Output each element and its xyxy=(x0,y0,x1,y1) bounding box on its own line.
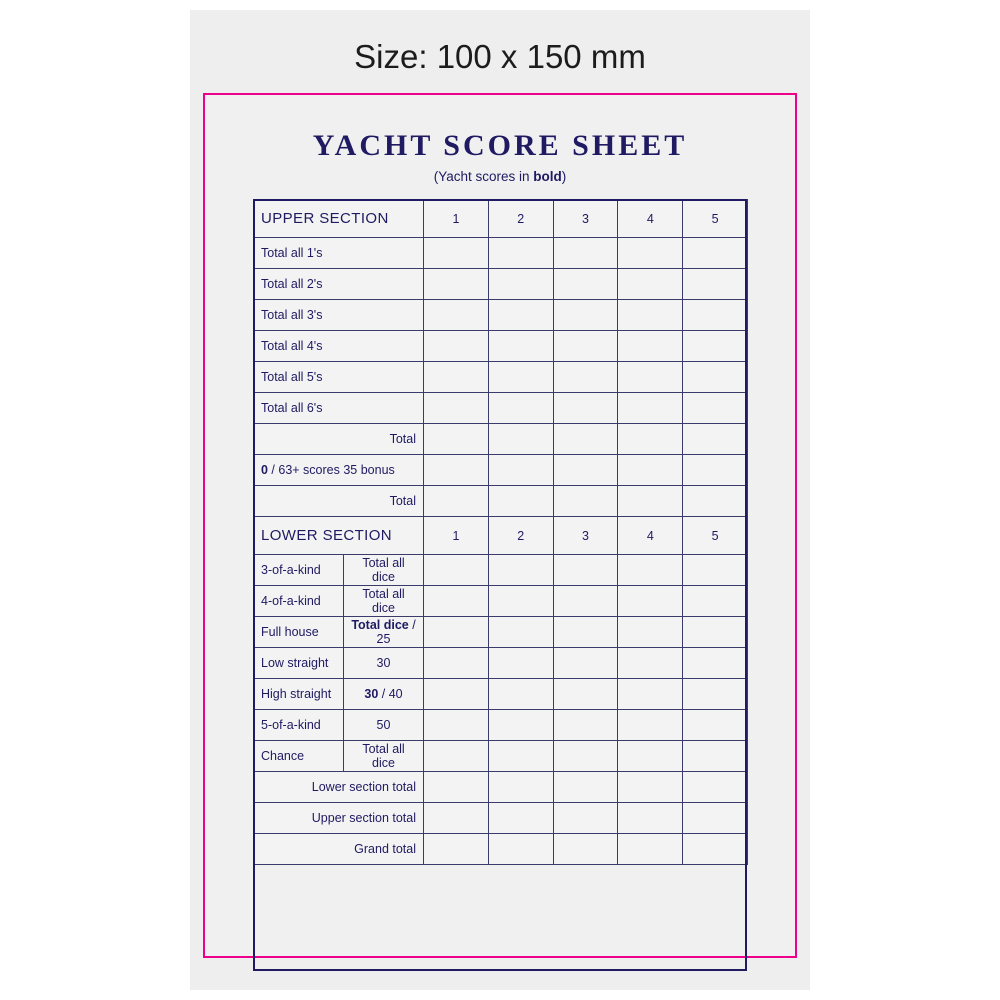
bonus-cell[interactable] xyxy=(424,455,489,486)
total-cell[interactable] xyxy=(618,772,683,803)
bonus-cell[interactable] xyxy=(553,455,618,486)
upper-total-2-row xyxy=(254,486,748,517)
row-label-three-of-a-kind: 3-of-a-kind xyxy=(254,555,344,586)
row-label-twos: Total all 2's xyxy=(254,269,424,300)
row-value-five-of-a-kind: 50 xyxy=(344,710,424,741)
row-value-full-house-rest: / 25 xyxy=(376,618,416,646)
upper-col-4: 4 xyxy=(618,200,683,238)
row-label-five-of-a-kind: 5-of-a-kind xyxy=(254,710,344,741)
table-row xyxy=(254,617,748,648)
score-cell[interactable] xyxy=(618,393,683,424)
lower-section-heading: LOWER SECTION xyxy=(254,517,424,555)
score-cell[interactable] xyxy=(553,741,618,772)
score-cell[interactable] xyxy=(424,269,489,300)
row-label-threes: Total all 3's xyxy=(254,300,424,331)
score-cell[interactable] xyxy=(488,362,553,393)
page-canvas xyxy=(190,10,810,990)
score-cell[interactable] xyxy=(553,679,618,710)
score-cell[interactable] xyxy=(618,555,683,586)
subtitle-pre: (Yacht scores in xyxy=(433,169,534,184)
row-value-full-house-bold: Total dice xyxy=(351,618,409,632)
row-value-high-straight-rest: / 40 xyxy=(378,687,403,701)
bonus-row xyxy=(254,455,748,486)
score-cell[interactable] xyxy=(683,710,748,741)
score-cell[interactable] xyxy=(683,362,748,393)
upper-col-1: 1 xyxy=(424,200,489,238)
row-label-low-straight: Low straight xyxy=(254,648,344,679)
table-row xyxy=(254,648,748,679)
score-cell[interactable] xyxy=(553,300,618,331)
score-cell[interactable] xyxy=(488,710,553,741)
score-cell[interactable] xyxy=(683,331,748,362)
total-cell[interactable] xyxy=(683,424,748,455)
score-cell[interactable] xyxy=(618,741,683,772)
upper-total-row xyxy=(254,424,748,455)
score-cell[interactable] xyxy=(488,555,553,586)
score-cell[interactable] xyxy=(553,710,618,741)
total-cell[interactable] xyxy=(488,803,553,834)
score-cell[interactable] xyxy=(618,586,683,617)
score-cell[interactable] xyxy=(683,555,748,586)
score-cell[interactable] xyxy=(618,710,683,741)
table-row xyxy=(254,331,748,362)
table-row xyxy=(254,555,748,586)
total-cell[interactable] xyxy=(424,803,489,834)
grand-total-label: Grand total xyxy=(254,834,424,865)
page-title: YACHT SCORE SHEET xyxy=(312,129,688,162)
score-cell[interactable] xyxy=(553,362,618,393)
row-value-high-straight xyxy=(344,679,424,710)
score-cell[interactable] xyxy=(683,586,748,617)
bonus-label xyxy=(254,455,424,486)
score-cell[interactable] xyxy=(488,300,553,331)
score-cell[interactable] xyxy=(424,586,489,617)
score-cell[interactable] xyxy=(488,393,553,424)
subtitle-post: ) xyxy=(561,169,567,184)
score-cell[interactable] xyxy=(424,300,489,331)
bonus-label-rest: / 63+ scores 35 bonus xyxy=(267,463,395,477)
score-cell[interactable] xyxy=(488,617,553,648)
score-cell[interactable] xyxy=(683,741,748,772)
lower-section-total-label: Lower section total xyxy=(254,772,424,803)
score-cell[interactable] xyxy=(488,648,553,679)
bonus-cell[interactable] xyxy=(683,455,748,486)
row-label-fours: Total all 4's xyxy=(254,331,424,362)
score-cell[interactable] xyxy=(553,331,618,362)
score-cell[interactable] xyxy=(488,741,553,772)
score-cell[interactable] xyxy=(424,555,489,586)
row-value-low-straight: 30 xyxy=(344,648,424,679)
score-cell[interactable] xyxy=(488,679,553,710)
table-row xyxy=(254,269,748,300)
upper-col-3: 3 xyxy=(553,200,618,238)
score-cell[interactable] xyxy=(683,679,748,710)
upper-section-total-label: Upper section total xyxy=(254,803,424,834)
score-cell[interactable] xyxy=(424,679,489,710)
lower-col-5: 5 xyxy=(683,517,748,555)
score-cell[interactable] xyxy=(488,238,553,269)
total-cell[interactable] xyxy=(553,486,618,517)
total-cell[interactable] xyxy=(424,772,489,803)
total-cell[interactable] xyxy=(424,486,489,517)
score-cell[interactable] xyxy=(618,238,683,269)
score-cell[interactable] xyxy=(618,648,683,679)
row-label-ones: Total all 1's xyxy=(254,238,424,269)
row-label-high-straight: High straight xyxy=(254,679,344,710)
lower-section-total-row xyxy=(254,772,748,803)
score-cell[interactable] xyxy=(553,555,618,586)
score-cell[interactable] xyxy=(683,269,748,300)
score-cell[interactable] xyxy=(683,648,748,679)
score-cell[interactable] xyxy=(618,679,683,710)
score-cell[interactable] xyxy=(553,393,618,424)
score-cell[interactable] xyxy=(683,238,748,269)
score-cell[interactable] xyxy=(424,331,489,362)
upper-total-2-label: Total xyxy=(254,486,424,517)
table-row xyxy=(254,586,748,617)
total-cell[interactable] xyxy=(618,803,683,834)
table-row xyxy=(254,300,748,331)
table-row xyxy=(254,679,748,710)
total-cell[interactable] xyxy=(553,803,618,834)
row-value-chance: Total all dice xyxy=(344,741,424,772)
total-cell[interactable] xyxy=(488,424,553,455)
row-value-three-of-a-kind: Total all dice xyxy=(344,555,424,586)
score-cell[interactable] xyxy=(424,393,489,424)
score-cell[interactable] xyxy=(683,393,748,424)
row-label-four-of-a-kind: 4-of-a-kind xyxy=(254,586,344,617)
score-cell[interactable] xyxy=(488,586,553,617)
total-cell[interactable] xyxy=(618,834,683,865)
upper-total-label: Total xyxy=(254,424,424,455)
lower-col-4: 4 xyxy=(618,517,683,555)
total-cell[interactable] xyxy=(683,834,748,865)
score-cell[interactable] xyxy=(424,362,489,393)
total-cell[interactable] xyxy=(488,772,553,803)
row-label-fives: Total all 5's xyxy=(254,362,424,393)
table-row xyxy=(254,393,748,424)
table-row xyxy=(254,741,748,772)
total-cell[interactable] xyxy=(683,772,748,803)
total-cell[interactable] xyxy=(553,772,618,803)
lower-section-header-row xyxy=(254,517,748,555)
row-label-full-house: Full house xyxy=(254,617,344,648)
total-cell[interactable] xyxy=(618,486,683,517)
total-cell[interactable] xyxy=(553,834,618,865)
score-cell[interactable] xyxy=(553,586,618,617)
score-cell[interactable] xyxy=(424,648,489,679)
score-table xyxy=(253,199,748,865)
subtitle-bold: bold xyxy=(533,169,562,184)
row-label-chance: Chance xyxy=(254,741,344,772)
size-label: Size: 100 x 150 mm xyxy=(354,38,646,75)
lower-col-1: 1 xyxy=(424,517,489,555)
score-cell[interactable] xyxy=(553,269,618,300)
score-cell[interactable] xyxy=(618,331,683,362)
row-label-sixes: Total all 6's xyxy=(254,393,424,424)
score-sheet-card xyxy=(203,93,797,958)
bonus-value-bold: 0 xyxy=(261,463,268,477)
table-row xyxy=(254,362,748,393)
score-cell[interactable] xyxy=(424,741,489,772)
score-cell[interactable] xyxy=(488,331,553,362)
total-cell[interactable] xyxy=(424,834,489,865)
total-cell[interactable] xyxy=(488,486,553,517)
upper-col-5: 5 xyxy=(683,200,748,238)
score-cell[interactable] xyxy=(683,300,748,331)
bonus-cell[interactable] xyxy=(618,455,683,486)
lower-col-3: 3 xyxy=(553,517,618,555)
upper-section-heading: UPPER SECTION xyxy=(254,200,424,238)
score-cell[interactable] xyxy=(553,648,618,679)
score-cell[interactable] xyxy=(618,617,683,648)
total-cell[interactable] xyxy=(553,424,618,455)
upper-col-2: 2 xyxy=(488,200,553,238)
total-cell[interactable] xyxy=(618,424,683,455)
bonus-cell[interactable] xyxy=(488,455,553,486)
score-cell[interactable] xyxy=(424,617,489,648)
row-value-full-house xyxy=(344,617,424,648)
score-cell[interactable] xyxy=(424,238,489,269)
score-cell[interactable] xyxy=(553,238,618,269)
score-cell[interactable] xyxy=(683,617,748,648)
score-cell[interactable] xyxy=(553,617,618,648)
page-subtitle xyxy=(205,169,795,184)
table-row xyxy=(254,710,748,741)
table-row xyxy=(254,238,748,269)
grand-total-row xyxy=(254,834,748,865)
row-value-high-straight-bold: 30 xyxy=(364,687,379,701)
row-value-four-of-a-kind: Total all dice xyxy=(344,586,424,617)
upper-section-header-row xyxy=(254,200,748,238)
score-cell[interactable] xyxy=(618,300,683,331)
total-cell[interactable] xyxy=(683,803,748,834)
total-cell[interactable] xyxy=(424,424,489,455)
lower-col-2: 2 xyxy=(488,517,553,555)
score-cell[interactable] xyxy=(488,269,553,300)
score-cell[interactable] xyxy=(618,362,683,393)
upper-section-total-row xyxy=(254,803,748,834)
score-cell[interactable] xyxy=(424,710,489,741)
total-cell[interactable] xyxy=(683,486,748,517)
total-cell[interactable] xyxy=(488,834,553,865)
score-cell[interactable] xyxy=(618,269,683,300)
